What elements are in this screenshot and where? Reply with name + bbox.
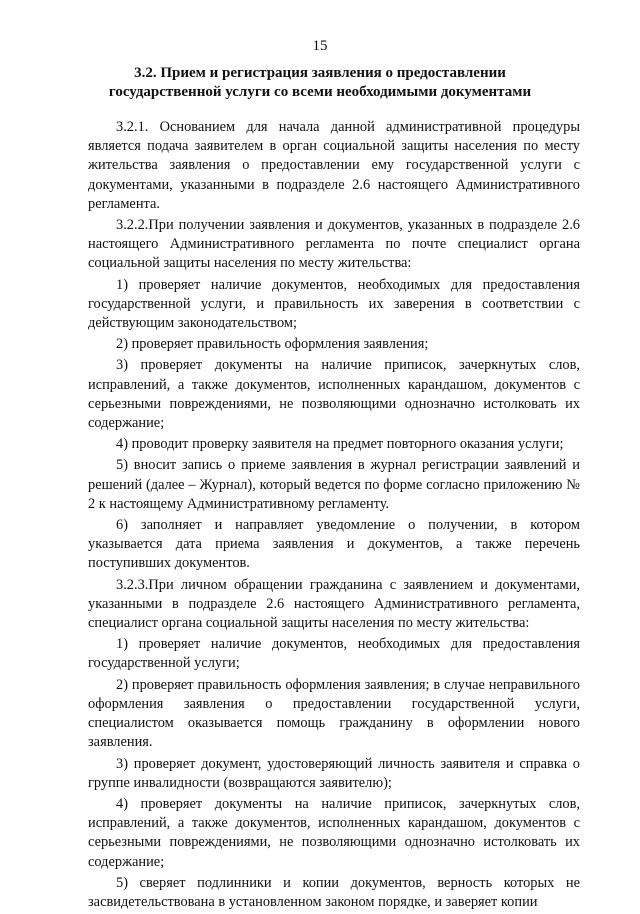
- list-item: 3) проверяет документ, удостоверяющий личность заявителя и справка о группе инвалидности (возвращаются заявителю);: [88, 755, 580, 791]
- list-item: 1) проверяет наличие документов, необходимых для предоставления государственной услуги, и правильность их заверения в соответствии с действующим законодательством;: [88, 276, 580, 332]
- list-item: 1) проверяет наличие документов, необходимых для предоставления государственной услуги;: [88, 636, 580, 672]
- list-item: 4) проводит проверку заявителя на предмет повторного оказания услуги;: [116, 436, 564, 453]
- list-item: 6) заполняет и направляет уведомление о получении, в котором указывается дата приема заявления и документов, а также перечень поступивших документов.: [88, 517, 580, 572]
- paragraph-3-2-2: 3.2.2.При получении заявления и документов, указанных в подразделе 2.6 настоящего Административного регламента по почте специалист органа социальной защиты населения по месту жительства:: [88, 217, 580, 272]
- document-body: [88, 118, 580, 914]
- list-item: 5) вносит запись о приеме заявления в журнал регистрации заявлений и решений (далее – Журнал), который ведется по форме согласно приложению № 2 к настоящему Административному регламенту.: [88, 457, 580, 512]
- section-heading-line-1: 3.2. Прием и регистрация заявления о предоставлении: [134, 65, 506, 81]
- list-item: 4) проверяет документы на наличие приписок, зачеркнутых слов, исправлений, а также документов, исполненных карандашом, документов с серьезными повреждениями, не позволяющими однозначно истолковать их содержание;: [88, 795, 580, 870]
- list-item: 3) проверяет документы на наличие приписок, зачеркнутых слов, исправлений, а также документов, исполненных карандашом, документов с серьезными повреждениями, не позволяющими однозначно истолковать их содержание;: [88, 357, 580, 432]
- section-heading-line-2: государственной услуги со всеми необходимыми документами: [108, 84, 532, 100]
- list-item: 5) сверяет подлинники и копии документов, верность которых не засвидетельствована в установленном законом порядке, и заверяет копии: [88, 874, 580, 910]
- paragraph-3-2-1: 3.2.1. Основанием для начала данной административной процедуры является подача заявителем в орган социальной защиты населения по месту жительства заявления о предоставлении ему государственной услуги с документами, указанными в подразделе 2.6 настоящего Административного регламента.: [88, 119, 580, 212]
- list-item: 2) проверяет правильность оформления заявления;: [116, 336, 429, 353]
- paragraph-3-2-3: 3.2.3.При личном обращении гражданина с заявлением и документами, указанными в подразделе 2.6 настоящего Административного регламента, специалист органа социальной защиты населения по месту жительства:: [88, 576, 580, 632]
- section-heading: [70, 64, 570, 102]
- page-number: 15: [312, 38, 328, 54]
- list-item: 2) проверяет правильность оформления заявления; в случае неправильного оформления заявления о предоставлении государственной услуги, специалистом оказывается помощь гражданину в оформлении нового заявления.: [88, 676, 580, 751]
